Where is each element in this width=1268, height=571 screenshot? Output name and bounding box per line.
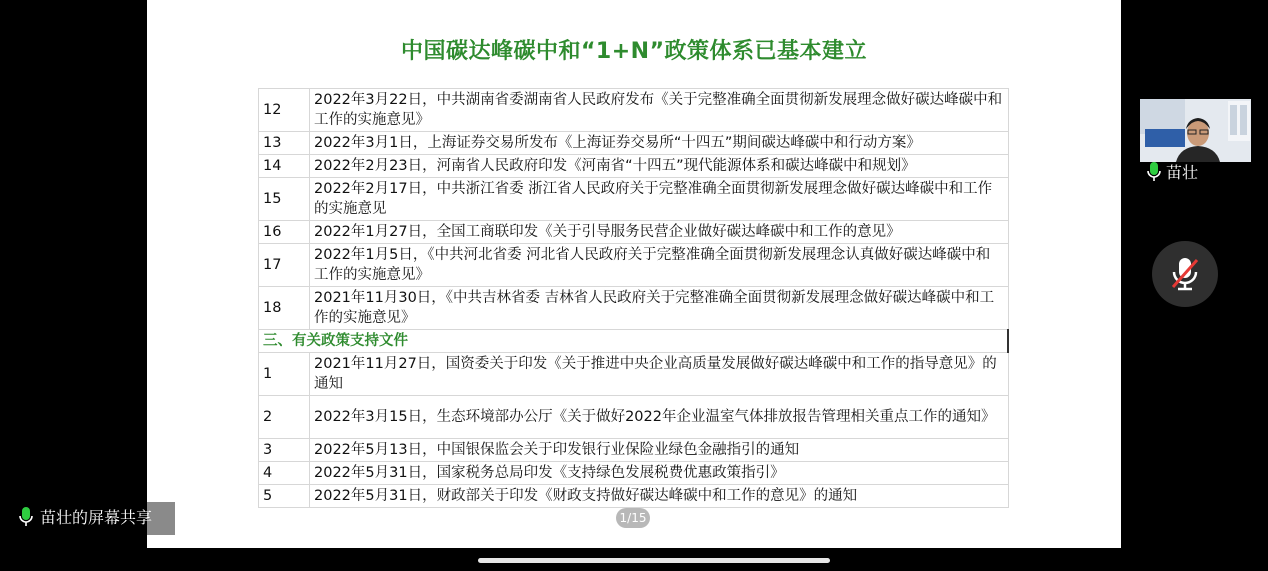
slide-title: 中国碳达峰碳中和“1+N”政策体系已基本建立 — [400, 39, 868, 64]
row-text: 2022年3月1日，上海证券交易所发布《上海证券交易所“十四五”期间碳达峰碳中和行动方案》 — [310, 132, 1009, 155]
row-number: 3 — [259, 439, 310, 462]
participant-name-tag — [1146, 160, 1198, 183]
row-number: 2 — [259, 396, 310, 439]
screen-share-text: 苗壮的屏幕共享 — [40, 508, 153, 527]
row-text: 2021年11月27日，国资委关于印发《关于推进中央企业高质量发展做好碳达峰碳中和工作的指导意见》的通知 — [310, 353, 1009, 396]
row-number: 5 — [259, 485, 310, 508]
row-text: 2021年11月30日，《中共吉林省委 吉林省人民政府关于完整准确全面贯彻新发展理念做好碳达峰碳中和工作的实施意见》 — [310, 287, 1009, 330]
table-row — [259, 287, 1009, 330]
row-number: 15 — [259, 178, 310, 221]
row-text: 2022年2月17日，中共浙江省委 浙江省人民政府关于完整准确全面贯彻新发展理念做好碳达峰碳中和工作的实施意见 — [310, 178, 1009, 221]
table-row — [259, 178, 1009, 221]
row-number: 14 — [259, 155, 310, 178]
table-row — [259, 89, 1009, 132]
row-number: 1 — [259, 353, 310, 396]
table-row — [259, 155, 1009, 178]
table-row — [259, 462, 1009, 485]
table-row — [259, 485, 1009, 508]
home-indicator — [478, 558, 830, 563]
row-text: 2022年1月27日，全国工商联印发《关于引导服务民营企业做好碳达峰碳中和工作的意见》 — [310, 221, 1009, 244]
screen-share-label — [18, 505, 152, 528]
row-number: 12 — [259, 89, 310, 132]
table-row — [259, 132, 1009, 155]
table-row — [259, 244, 1009, 287]
table-row — [259, 353, 1009, 396]
section-title: 三、有关政策支持文件 — [259, 330, 1009, 353]
table-row — [259, 396, 1009, 439]
shared-slide — [147, 0, 1121, 548]
row-number: 17 — [259, 244, 310, 287]
mute-button[interactable] — [1152, 241, 1218, 307]
table-row — [259, 221, 1009, 244]
mic-icon — [1146, 161, 1162, 183]
row-text: 2022年2月23日，河南省人民政府印发《河南省“十四五”现代能源体系和碳达峰碳中和规划》 — [310, 155, 1009, 178]
participant-video[interactable] — [1140, 99, 1251, 162]
row-text: 2022年5月13日，中国银保监会关于印发银行业保险业绿色金融指引的通知 — [310, 439, 1009, 462]
row-text: 2022年1月5日，《中共河北省委 河北省人民政府关于完整准确全面贯彻新发展理念认真做好碳达峰碳中和工作的实施意见》 — [310, 244, 1009, 287]
participant-name: 苗壮 — [1166, 163, 1199, 182]
row-text: 2022年3月15日，生态环境部办公厅《关于做好2022年企业温室气体排放报告管理相关重点工作的通知》 — [310, 396, 1009, 439]
policy-table — [258, 88, 1009, 508]
mic-icon — [18, 506, 34, 528]
mic-off-icon — [1152, 292, 1218, 311]
row-text: 2022年5月31日，财政部关于印发《财政支持做好碳达峰碳中和工作的意见》的通知 — [310, 485, 1009, 508]
section-header-row — [259, 330, 1009, 353]
row-text: 2022年5月31日，国家税务总局印发《支持绿色发展税费优惠政策指引》 — [310, 462, 1009, 485]
row-number: 16 — [259, 221, 310, 244]
page-indicator: 1/15 — [616, 508, 650, 528]
row-text: 2022年3月22日，中共湖南省委湖南省人民政府发布《关于完整准确全面贯彻新发展理念做好碳达峰碳中和工作的实施意见》 — [310, 89, 1009, 132]
row-number: 18 — [259, 287, 310, 330]
table-row — [259, 439, 1009, 462]
row-number: 13 — [259, 132, 310, 155]
row-number: 4 — [259, 462, 310, 485]
